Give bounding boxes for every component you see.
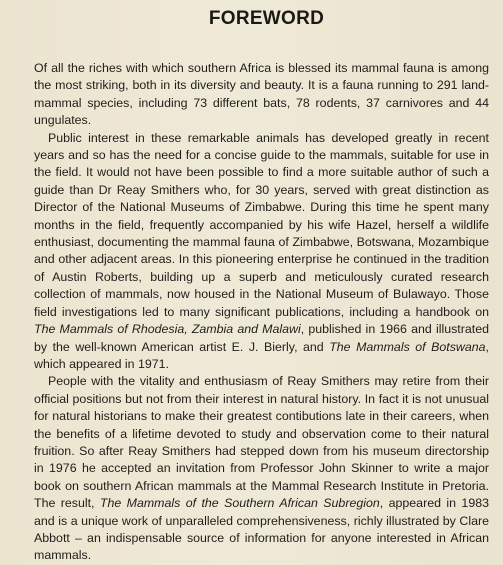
text-run: , published in 1966 and illustrated by the well-known American artist E. J. Bierly, and xyxy=(34,322,489,354)
book-title: The Mammals of Botswana xyxy=(329,339,486,354)
text-run: Of all the riches with which southern Africa is blessed its mammal fauna is among the most striking, both in its diversity and beauty. It is a fauna running to 291 land-mammal species, including 73 different bats, 78 rodents, 37 carnivores and 44 ungulates. xyxy=(34,61,489,128)
book-title: The Mammals of Rhodesia, Zambia and Malawi xyxy=(34,322,301,337)
text-run: , appeared in 1983 and is a unique work of unparalleled comprehensiveness, richly illustrated by Clare Abbott – an indispensable source of information for anyone interested in African mammals. xyxy=(34,496,489,563)
foreword-body xyxy=(34,60,489,565)
book-title: The Mammals of the Southern African Subregion xyxy=(99,496,380,511)
paragraph xyxy=(34,130,489,374)
page-title: FOREWORD xyxy=(208,8,325,29)
paragraph xyxy=(34,60,489,130)
text-run: , which appeared in 1971. xyxy=(34,339,489,371)
text-run: Public interest in these remarkable animals has developed greatly in recent years and so has the need for a concise guide to the mammals, suitable for use in the field. It would not have been possible to find a more suitable author of such a guide than Dr Reay Smithers who, for 30 years, served with great distinction as Director of the National Museums of Zimbabwe. During this time he spent many months in the field, frequently accompanied by his wife Hazel, herself a wildlife enthusiast, documenting the mammal fauna of Zimbabwe, Botswana, Mozambique and other adjacent areas. In this pioneering enterprise he continued in the tradition of Austin Roberts, building up a superb and meticulously curated research collection of mammals, now housed in the National Museum of Bulawayo. Those field investigations led to many significant publications, including a handbook on xyxy=(34,130,489,319)
paragraph xyxy=(34,373,489,564)
text-run: People with the vitality and enthusiasm of Reay Smithers may retire from their official positions but not from their interest in natural history. In fact it is not unusual for natural historians to make their greatest contibutions late in their careers, when the benefits of a lifetime devoted to study and observation come to their natural fruition. So after Reay Smithers had stepped down from his museum directorship in 1976 he accepted an invitation from Professor John Skinner to write a major book on southern African mammals at the Mammal Research Institute in Pretoria. The result, xyxy=(34,374,489,511)
